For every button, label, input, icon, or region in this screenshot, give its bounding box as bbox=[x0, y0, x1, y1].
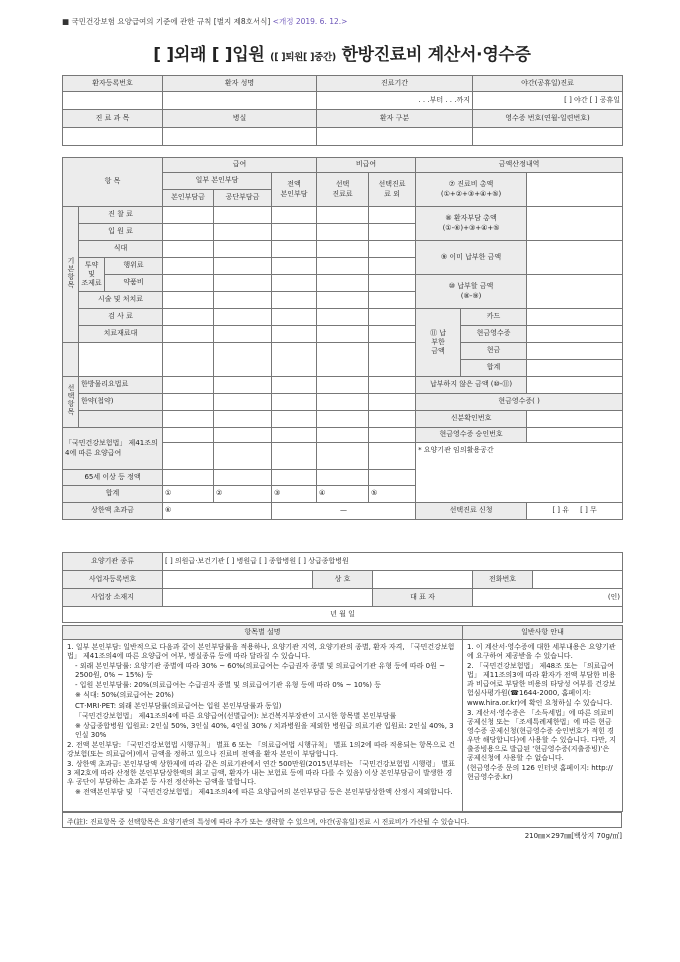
cell[interactable] bbox=[369, 224, 416, 241]
cell[interactable] bbox=[214, 343, 272, 377]
cell[interactable] bbox=[214, 428, 272, 443]
night-label: 야간(공휴일)진료 bbox=[473, 76, 623, 92]
institution-table bbox=[62, 552, 623, 623]
cell[interactable] bbox=[163, 428, 214, 443]
prepaid-field[interactable] bbox=[527, 241, 623, 275]
cell[interactable] bbox=[272, 275, 317, 292]
unpaid-label: 납부하지 않은 금액 (⑩-⑪) bbox=[416, 377, 527, 394]
cell[interactable] bbox=[163, 207, 214, 224]
item-header: 항 목 bbox=[63, 158, 163, 207]
note-right-1: 2. 「국민건강보험법」 제48조 또는 「의료급여법」 제11조의3에 따라 환자가 전액 부담한 비용과 비급여로 부담한 비용의 타당성 여부를 건강보험심사평가원(☎1644-2000, 홈페이지: www.hira.or.kr)에 확인 요청하실 수 있습니다. bbox=[467, 662, 616, 707]
cell[interactable] bbox=[163, 275, 214, 292]
card-field[interactable] bbox=[527, 309, 623, 326]
receipt-no-field[interactable] bbox=[473, 128, 623, 146]
cell[interactable] bbox=[272, 470, 317, 486]
basic-item-2: 식대 bbox=[79, 241, 163, 258]
cash-field[interactable] bbox=[527, 343, 623, 360]
note-right-3: (현금영수증 문의 126 인터넷 홈페이지: http://현금영수증.kr) bbox=[467, 764, 613, 782]
title-sub: ([ ]퇴원[ ]중간) bbox=[270, 52, 336, 63]
noncovered-header: 비급여 bbox=[317, 158, 416, 173]
cell[interactable] bbox=[214, 224, 272, 241]
unpaid-field[interactable] bbox=[527, 377, 623, 394]
cell[interactable] bbox=[369, 241, 416, 258]
cell[interactable] bbox=[163, 443, 214, 470]
cell[interactable] bbox=[214, 275, 272, 292]
basic-item-7: 치료재료대 bbox=[79, 326, 163, 343]
elderly-label: 65세 이상 등 정액 bbox=[63, 470, 163, 486]
patient-name-label: 환자 성명 bbox=[163, 76, 317, 92]
basic-section-label bbox=[63, 207, 79, 343]
cell[interactable] bbox=[214, 326, 272, 343]
cell[interactable] bbox=[272, 411, 317, 428]
cell[interactable] bbox=[369, 326, 416, 343]
selective-fee-header: 선택 진료료 bbox=[317, 173, 369, 207]
cell[interactable] bbox=[272, 258, 317, 275]
form-ref-text: ■ 국민건강보험 요양급여의 기준에 관한 규칙 [별지 제8호서식] bbox=[62, 17, 271, 26]
patient-type-label: 환자 구분 bbox=[317, 110, 473, 128]
cell[interactable] bbox=[163, 411, 214, 428]
cell[interactable] bbox=[272, 224, 317, 241]
seal-mark: (인) bbox=[473, 589, 623, 607]
cell[interactable] bbox=[214, 207, 272, 224]
basic-item-0: 진 찰 료 bbox=[79, 207, 163, 224]
patient-no-field[interactable] bbox=[63, 92, 163, 110]
selective-label: 선택항목 bbox=[67, 384, 76, 417]
id-no-label: 신분확인번호 bbox=[416, 411, 527, 428]
cell[interactable] bbox=[317, 428, 369, 443]
cell[interactable] bbox=[317, 241, 369, 258]
name-field[interactable] bbox=[373, 571, 473, 589]
note-left-3: ※ 식대: 50%(의료급여는 20%) bbox=[75, 691, 174, 700]
cell[interactable] bbox=[272, 377, 317, 394]
cell[interactable] bbox=[369, 343, 416, 377]
form-title bbox=[62, 40, 622, 65]
right-notes-title: 일반사항 안내 bbox=[463, 626, 623, 640]
subtotal-mark-5[interactable]: ⑤ bbox=[369, 486, 416, 503]
biz-no-field[interactable] bbox=[163, 571, 313, 589]
patient-name-field[interactable] bbox=[163, 92, 317, 110]
left-notes bbox=[63, 640, 463, 812]
period-label: 진료기간 bbox=[317, 76, 473, 92]
note-left-1: - 외래 본인부담률: 요양기관 종별에 따라 30% ~ 60%(의료급여는 수급권자 종별 및 의료급여기관 유형 등에 따라 0원 ~ 2500원, 0% ~ 15%) 등 bbox=[75, 662, 445, 680]
patient-share-header: 본인부담금 bbox=[163, 190, 214, 207]
cell[interactable] bbox=[369, 470, 416, 486]
cell[interactable] bbox=[214, 394, 272, 411]
note-left-8: 3. 상한액 초과금: 본인부담액 상한제에 따라 같은 의료기관에서 연간 500만원(2015년부터는 「국민건강보험법 시행령」 별표 3 제2호에 따라 산정한 본인부담상한액의 최고 금액, 환자가 내는 보험료 등에 따라 다를 수 있음) 이상 본인부담금이 발생한 경우 공단이 부담하는 초과분 등 사전 정산하는 금액을 말합니다. bbox=[67, 760, 455, 787]
cell[interactable] bbox=[163, 258, 214, 275]
receipt-no-label: 영수증 번호(연월-일련번호) bbox=[473, 110, 623, 128]
cell[interactable] bbox=[272, 207, 317, 224]
cell[interactable] bbox=[214, 309, 272, 326]
left-notes-title: 항목별 설명 bbox=[63, 626, 463, 640]
title-prefix: [ ]외래 [ ]입원 bbox=[153, 45, 265, 65]
selective-section-label bbox=[63, 377, 79, 428]
patient-info-table bbox=[62, 75, 623, 146]
dept-label: 진 료 과 목 bbox=[63, 110, 163, 128]
sum-field[interactable] bbox=[527, 360, 623, 377]
cell[interactable] bbox=[214, 377, 272, 394]
approval-field[interactable] bbox=[527, 428, 623, 443]
cell[interactable] bbox=[214, 258, 272, 275]
total-label: ⑦ 진료비 총액 (①+②+③+④+⑤) bbox=[416, 173, 527, 207]
cell bbox=[79, 411, 163, 428]
cell[interactable] bbox=[369, 258, 416, 275]
cell[interactable] bbox=[163, 470, 214, 486]
cell[interactable] bbox=[272, 309, 317, 326]
cell[interactable] bbox=[317, 377, 369, 394]
cell[interactable] bbox=[317, 326, 369, 343]
subtotal-label: 합계 bbox=[63, 486, 163, 503]
cash-receipt-paren: 현금영수증( ) bbox=[416, 394, 623, 411]
night-field[interactable]: [ ] 야간 [ ] 공휴일 bbox=[473, 92, 623, 110]
cell[interactable] bbox=[163, 343, 214, 377]
note-left-2: - 입원 본인부담률: 20%(의료급여는 수급권자 종별 및 의료급여기관 유형 등에 따라 0% ~ 10%) 등 bbox=[75, 681, 381, 690]
title-suffix: 한방진료비 계산서·영수증 bbox=[341, 45, 531, 65]
ceo-label: 대 표 자 bbox=[373, 589, 473, 607]
cell[interactable] bbox=[214, 292, 272, 309]
note-right-2: 3. 계산서·영수증은 「소득세법」에 따른 의료비 공제신청 또는 「조세특례제한법」에 따른 현금영수증 공제신청(현금영수증 승인번호가 적힌 경우만 해당합니다)에 사용할 수 있습니다. 다만, 지출증빙용으로 발급된 '현금영수증(지출증빙)'은 공제신청에 사용할 수 없습니다. bbox=[467, 708, 617, 763]
cell[interactable] bbox=[272, 292, 317, 309]
cell[interactable] bbox=[369, 443, 416, 470]
note-left-0: 1. 일부 본인부담: 일반적으로 다음과 같이 본인부담률을 적용하나, 요양기관 지역, 요양기관의 종별, 환자 자격, 「국민건강보험법」 제41조의4에 따른 요양급여 여부, 병실종류 등에 따라 달라질 수 있습니다. bbox=[67, 643, 455, 661]
basic-label: 기본항목 bbox=[67, 256, 76, 289]
prepaid-label: ⑨ 이미 납부한 금액 bbox=[416, 241, 527, 275]
note-left-5: 「국민건강보험법」 제41조의4에 따른 요양급여(선별급여): 보건복지부장관이 고시한 항목별 본인부담률 bbox=[75, 711, 397, 720]
cell[interactable] bbox=[272, 343, 317, 377]
note-left-4: CT·MRI·PET: 외래 본인부담률(의료급여는 입원 본인부담률과 동일) bbox=[75, 701, 282, 710]
selective-item-1: 한약(첩약) bbox=[79, 394, 163, 411]
fee-grid bbox=[62, 157, 623, 520]
cell[interactable] bbox=[369, 428, 416, 443]
insurer-share-header: 공단부담금 bbox=[214, 190, 272, 207]
notes-table bbox=[62, 625, 623, 812]
cell[interactable] bbox=[317, 470, 369, 486]
cell bbox=[63, 343, 79, 377]
ward-field[interactable] bbox=[163, 128, 317, 146]
cell[interactable] bbox=[272, 428, 317, 443]
approval-label: 현금영수증 승인번호 bbox=[416, 428, 527, 443]
period-field[interactable]: . . .부터 . . .까지 bbox=[317, 92, 473, 110]
ward-label: 병실 bbox=[163, 110, 317, 128]
cell[interactable] bbox=[317, 411, 369, 428]
cell[interactable] bbox=[317, 207, 369, 224]
cash-receipt-field[interactable] bbox=[527, 326, 623, 343]
dept-field[interactable] bbox=[63, 128, 163, 146]
cell[interactable] bbox=[163, 292, 214, 309]
basic-item-5: 시술 및 처치료 bbox=[79, 292, 163, 309]
cell[interactable] bbox=[214, 443, 272, 470]
form-reference bbox=[62, 16, 347, 27]
note-right-0: 1. 이 계산서·영수증에 대한 세부내용은 요양기관에 요구하여 제공받을 수 있습니다. bbox=[467, 643, 616, 661]
cell[interactable] bbox=[163, 394, 214, 411]
yes-option[interactable]: [ ] 유 bbox=[552, 506, 569, 515]
payable-label: ⑩ 납부할 금액 (⑧-⑨) bbox=[416, 275, 527, 309]
cell[interactable] bbox=[272, 241, 317, 258]
cell[interactable] bbox=[369, 394, 416, 411]
drug-group-label: 투약 및 조제료 bbox=[79, 258, 105, 292]
cell[interactable] bbox=[317, 275, 369, 292]
full-self-header: 전액 본인부담 bbox=[272, 173, 317, 207]
address-label: 사업장 소재지 bbox=[63, 589, 163, 607]
free-space[interactable]: * 요양기관 임의활용공간 bbox=[416, 443, 623, 503]
paper-size: 210㎜×297㎜[백상지 70g/㎡] bbox=[524, 832, 622, 840]
cell[interactable] bbox=[317, 224, 369, 241]
note-left-9: ※ 전액본인부담 및 「국민건강보험법」 제41조의4에 따른 요양급여의 본인부담금 등은 본인부담상한액 산정시 제외합니다. bbox=[75, 788, 453, 797]
patient-type-field[interactable] bbox=[317, 128, 473, 146]
cell[interactable] bbox=[317, 309, 369, 326]
selective-item-0: 한방물리요법료 bbox=[79, 377, 163, 394]
self-pay-header: 일부 본인부담 bbox=[163, 173, 272, 190]
revision-date: <개정 2019. 6. 12.> bbox=[272, 17, 348, 26]
cell[interactable] bbox=[369, 207, 416, 224]
patient-total-label: ⑧ 환자부담 총액 (①-⑥)+③+④+⑤ bbox=[416, 207, 527, 241]
cell[interactable] bbox=[272, 443, 317, 470]
card-label: 카드 bbox=[461, 309, 527, 326]
cell[interactable] bbox=[369, 309, 416, 326]
cap-mark[interactable]: ⑥ bbox=[163, 503, 272, 520]
patient-no-label: 환자등록번호 bbox=[63, 76, 163, 92]
cell[interactable] bbox=[272, 326, 317, 343]
sum-label: 합계 bbox=[461, 360, 527, 377]
selective-request-options[interactable] bbox=[527, 503, 623, 520]
cell[interactable] bbox=[214, 241, 272, 258]
selective-request-label: 선택진료 신청 bbox=[416, 503, 527, 520]
basic-item-6: 검 사 료 bbox=[79, 309, 163, 326]
biz-no-label: 사업자등록번호 bbox=[63, 571, 163, 589]
cell[interactable] bbox=[272, 394, 317, 411]
cell[interactable] bbox=[369, 292, 416, 309]
selective-other-header: 선택진료 료 외 bbox=[369, 173, 416, 207]
address-field[interactable] bbox=[163, 589, 373, 607]
cash-receipt-label: 현금영수증 bbox=[461, 326, 527, 343]
cell[interactable] bbox=[163, 224, 214, 241]
cell[interactable] bbox=[214, 411, 272, 428]
cell[interactable] bbox=[163, 377, 214, 394]
cell[interactable] bbox=[317, 343, 369, 377]
cell[interactable] bbox=[369, 377, 416, 394]
cell[interactable] bbox=[369, 411, 416, 428]
phone-label: 전화번호 bbox=[473, 571, 533, 589]
issue-date[interactable]: 년 월 일 bbox=[63, 607, 623, 623]
calc-header-text: 금액산정내역 bbox=[498, 160, 540, 169]
cell[interactable] bbox=[369, 275, 416, 292]
cap-label: 상한액 초과금 bbox=[63, 503, 163, 520]
total-field[interactable] bbox=[527, 173, 623, 207]
no-option[interactable]: [ ] 무 bbox=[580, 506, 597, 515]
patient-total-field[interactable] bbox=[527, 207, 623, 241]
cell[interactable] bbox=[163, 326, 214, 343]
subtotal-mark-2[interactable]: ② bbox=[214, 486, 272, 503]
cash-label: 현금 bbox=[461, 343, 527, 360]
calc-header bbox=[416, 158, 623, 173]
cell[interactable] bbox=[214, 470, 272, 486]
basic-item-4: 약품비 bbox=[105, 275, 163, 292]
institution-type-label: 요양기관 종류 bbox=[63, 553, 163, 571]
note-left-7: 2. 전액 본인부담: 「국민건강보험법 시행규칙」 별표 6 또는 「의료급여법 시행규칙」 별표 1의2에 따라 적용되는 항목으로 건강보험(또는 의료급여)에서 금액을 정하고 있으나 진료비 전액을 환자 본인이 부담합니다. bbox=[67, 740, 456, 759]
law-label: 「국민건강보험법」 제41조의4에 따른 요양급여 bbox=[63, 428, 163, 470]
phone-field[interactable] bbox=[533, 571, 623, 589]
footer-note: 주(註): 진료항목 중 선택항목은 요양기관의 특성에 따라 추가 또는 생략할 수 있으며, 야간(공휴일)진료 시 진료비가 가산될 수 있습니다. bbox=[62, 812, 622, 828]
basic-item-1: 입 원 료 bbox=[79, 224, 163, 241]
subtotal-mark-1[interactable]: ① bbox=[163, 486, 214, 503]
id-no-field[interactable] bbox=[527, 411, 623, 428]
note-left-6: ※ 상급종합병원 입원료: 2인실 50%, 3인실 40%, 4인실 30% / 치과병원을 제외한 병원급 의료기관 입원료: 2인실 40%, 3인실 30% bbox=[75, 721, 454, 739]
subtotal-mark-3[interactable]: ③ bbox=[272, 486, 317, 503]
cap-dash: — bbox=[272, 503, 416, 520]
cell[interactable] bbox=[317, 258, 369, 275]
institution-type-options[interactable]: [ ] 의원급·보건기관 [ ] 병원급 [ ] 종합병원 [ ] 상급종합병원 bbox=[163, 553, 623, 571]
basic-item-3: 행위료 bbox=[105, 258, 163, 275]
subtotal-mark-4[interactable]: ④ bbox=[317, 486, 369, 503]
name-label: 상 호 bbox=[313, 571, 373, 589]
cell[interactable] bbox=[317, 292, 369, 309]
cell[interactable] bbox=[163, 309, 214, 326]
cell[interactable] bbox=[317, 443, 369, 470]
paid-label: ⑪ 납 부한 금액 bbox=[416, 309, 461, 377]
covered-header: 급여 bbox=[163, 158, 317, 173]
cell[interactable] bbox=[317, 394, 369, 411]
payable-field[interactable] bbox=[527, 275, 623, 309]
cell[interactable] bbox=[79, 343, 163, 377]
cell[interactable] bbox=[163, 241, 214, 258]
right-notes bbox=[463, 640, 623, 812]
